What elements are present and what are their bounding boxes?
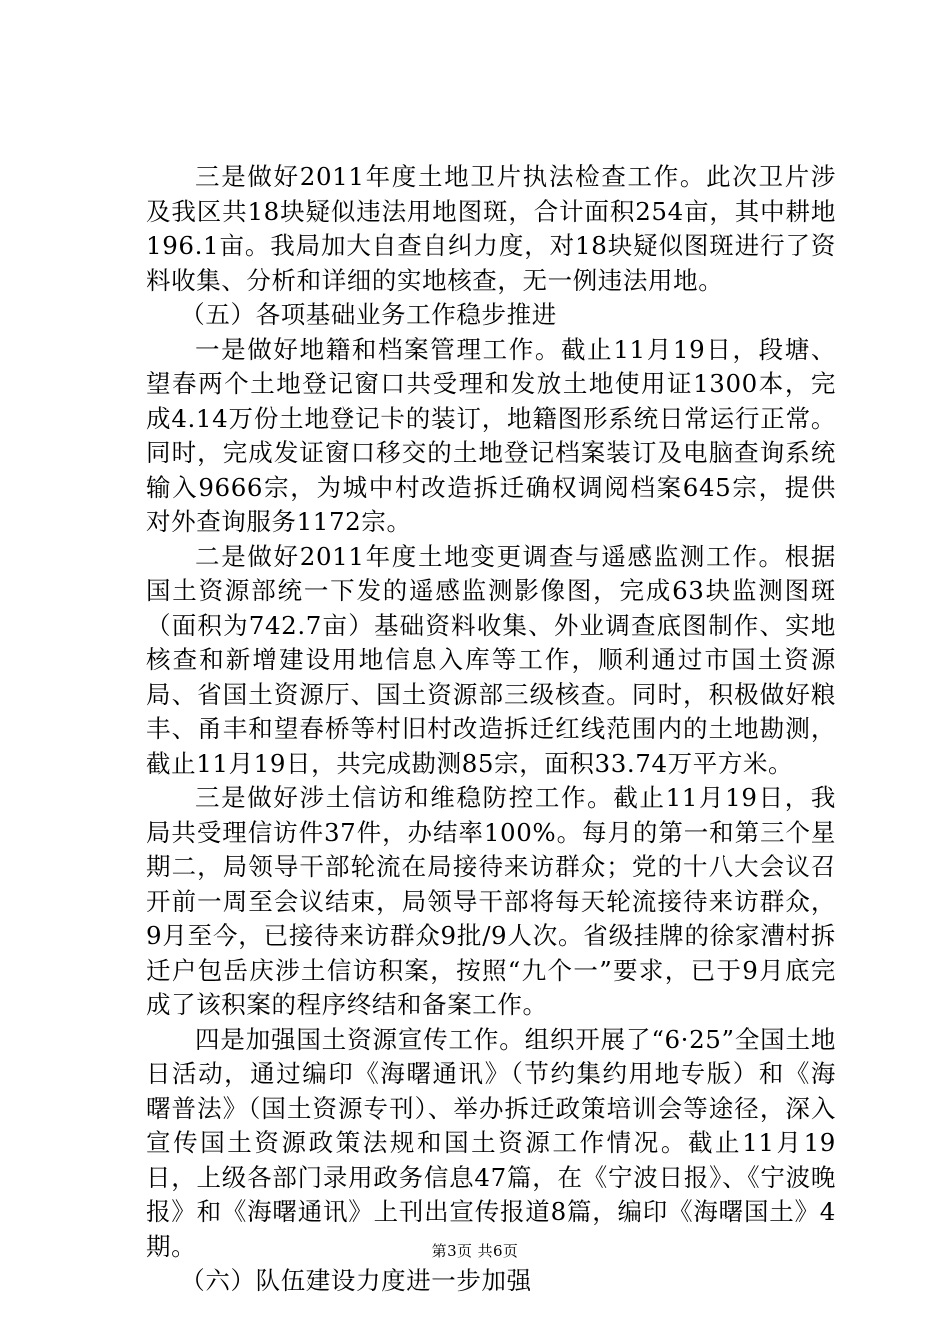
paragraph-satellite-inspection: 三是做好2011年度土地卫片执法检查工作。此次卫片涉及我区共18块疑似违法用地图斑，合计面积254亩，其中耕地196.1亩。我局加大自查自纠力度，对18块疑似图斑进行了资料收集、分析和详细的实地核查，无一例违法用地。: [146, 162, 836, 295]
paragraph-cadastre-archives: 一是做好地籍和档案管理工作。截止11月19日，段塘、望春两个土地登记窗口共受理和发放土地使用证1300本，完成4.14万份土地登记卡的装订，地籍图形系统日常运行正常。同时，完成发证窗口移交的土地登记档案装订及电脑查询系统输入9666宗，为城中村改造拆迁确权调阅档案645宗，提供对外查询服务1172宗。: [146, 334, 836, 536]
document-body: [146, 160, 836, 1299]
paragraph-publicity: 四是加强国土资源宣传工作。组织开展了“6·25”全国土地日活动，通过编印《海曙通讯》（节约集约用地专版）和《海曙普法》（国土资源专刊）、举办拆迁政策培训会等途径，深入宣传国土资源政策法规和国土资源工作情况。截止11月19日，上级各部门录用政务信息47篇，在《宁波日报》、《宁波晚报》和《海曙通讯》上刊出宣传报道8篇，编印《海曙国土》4期。: [146, 1024, 836, 1261]
section-heading-basic-work: （五）各项基础业务工作稳步推进: [180, 300, 557, 329]
paragraph-land-survey: 二是做好2011年度土地变更调查与遥感监测工作。根据国土资源部统一下发的遥感监测影像图，完成63块监测图斑（面积为742.7亩）基础资料收集、外业调查底图制作、实地核查和新增建设用地信息入库等工作，顺利通过市国土资源局、省国土资源厅、国土资源部三级核查。同时，积极做好粮丰、甬丰和望春桥等村旧村改造拆迁红线范围内的土地勘测，截止11月19日，共完成勘测85宗，面积33.74万平方米。: [146, 541, 836, 778]
page-footer: 第3页 共6页: [431, 1242, 519, 1260]
paragraph-petition-stability: 三是做好涉土信访和维稳防控工作。截止11月19日，我局共受理信访件37件，办结率100%。每月的第一和第三个星期二，局领导干部轮流在局接待来访群众；党的十八大会议召开前一周至会议结束，局领导干部将每天轮流接待来访群众，9月至今，已接待来访群众9批/9人次。省级挂牌的徐家漕村拆迁户包岳庆涉土信访积案，按照“九个一”要求，已于9月底完成了该积案的程序终结和备案工作。: [146, 783, 836, 1019]
section-heading-team-building: （六）队伍建设力度进一步加强: [180, 1266, 532, 1295]
